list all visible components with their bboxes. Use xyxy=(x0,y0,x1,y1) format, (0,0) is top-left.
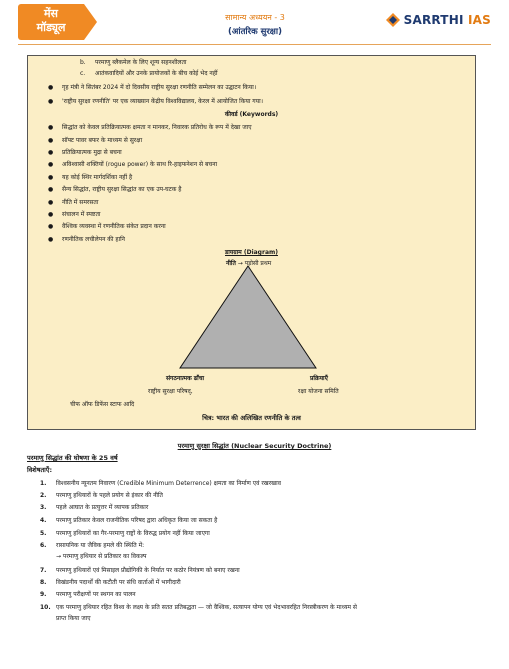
list-item: 9. परमाणु परीक्षणों पर स्थगन का पालन xyxy=(40,591,136,598)
list-item: 2. परमाणु हथियारों के पहले प्रयोग से इंकार की नीति xyxy=(40,492,163,499)
arrow-right-icon: → xyxy=(237,260,243,267)
list-item: 3. पहले आघात के प्रत्युत्तर में व्यापक प्रतिकार xyxy=(40,504,149,511)
topic-label: (आंतरिक सुरक्षा) xyxy=(228,27,282,37)
module-badge-label: मेंस मॉड्यूल xyxy=(36,7,66,34)
header-title-block xyxy=(180,12,330,37)
section-title: परमाणु सुरक्षा सिद्धांत (Nuclear Security Doctrine) xyxy=(177,442,332,450)
list-item: 4. परमाणु प्रतिकार केवल राजनीतिक परिषद द्वारा अधिकृत किया जा सकता है xyxy=(40,517,218,524)
diagram-title: डायग्राम (Diagram) xyxy=(225,249,278,256)
diagram-top-label: नीति → पड़ोसी प्रथम xyxy=(226,260,272,267)
diagram-caption: चित्र: भारत की अलिखित रणनीति के तत्व xyxy=(202,414,301,422)
keyword-item: ● अविश्वासी शक्तियों (rogue power) के साथ रि-हाइफनेशन से बचना xyxy=(48,161,218,168)
diagram-right-label: प्रक्रियाएँ xyxy=(310,375,328,382)
keywords-heading: कीवर्ड (Keywords) xyxy=(224,111,279,118)
diagram-right-note: रक्षा योजना समिति xyxy=(298,388,339,395)
alpha-item: c. आतंकवादियों और उनके प्रायोजकों के बीच कोई भेद नहीं xyxy=(80,70,218,77)
keyword-item: ● सॉफ्ट पावर बफर के माध्यम से सुरक्षा xyxy=(48,137,143,144)
alpha-item: b. परमाणु ब्लैकमेल के लिए शून्य सहनशीलता xyxy=(80,59,187,66)
keyword-item: ● वैश्विक व्यवस्था में रणनीतिक संकेत प्रदान करना xyxy=(48,223,166,230)
diagram-left-note: चीफ ऑफ डिफेंस स्टाफ आदि xyxy=(70,401,135,408)
list-sub-item: → परमाणु हथियार से प्रतिकार का विकल्प xyxy=(56,553,147,560)
logo-text xyxy=(404,13,491,27)
keyword-item: ● यह कोई स्थिर मार्गदर्शिका नहीं है xyxy=(48,174,133,181)
keyword-item: ● सैन्य सिद्धांत, राष्ट्रीय सुरक्षा सिद्धांत का एक उप-घटक है xyxy=(48,186,182,193)
header-divider xyxy=(18,44,491,45)
list-item: 10. एक परमाणु हथियार रहित विश्व के लक्ष्य के प्रति सतत प्रतिबद्धता — जो वैश्विक, सत्यापन योग्य एवं भेदभावरहित निरस्त्रीकरण के माध्यम से प्राप्त किया जाए xyxy=(40,602,480,624)
logo-accent: IAS xyxy=(468,13,491,27)
logo-emblem-icon xyxy=(385,12,401,28)
diagram-left-label: संगठनात्मक ढाँचा xyxy=(166,375,205,382)
list-item: 5. परमाणु हथियारों का गैर-परमाणु राष्ट्रों के विरुद्ध प्रयोग नहीं किया जाएगा xyxy=(40,530,210,537)
brand-logo xyxy=(385,12,491,28)
list-item: 7. परमाणु हथियारों एवं मिसाइल प्रौद्योगिकी के निर्यात पर कठोर नियंत्रण को बनाए रखना xyxy=(40,567,240,574)
module-badge xyxy=(18,4,84,40)
logo-main: SARRTHI xyxy=(403,13,464,27)
subject-label: सामान्य अध्ययन - 3 xyxy=(225,13,285,22)
features-heading: विशेषताएँ: xyxy=(27,466,53,474)
strategy-triangle xyxy=(178,264,318,370)
list-item: 1. विश्वसनीय न्यूनतम निवारण (Credible Minimum Deterrence) क्षमता का निर्माण एवं रखरखाव xyxy=(40,480,281,487)
bullet-item: ● 'राष्ट्रीय सुरक्षा रणनीति' पर एक व्याख्यान केंद्रीय विश्वविद्यालय, केरल में आयोजित किया गया। xyxy=(48,98,263,105)
list-item: 6. रासायनिक या जैविक हमले की स्थिति में: → परमाणु हथियार से प्रतिकार का विकल्प xyxy=(40,540,480,562)
keyword-item: ● नीति में समरसता xyxy=(48,199,99,206)
list-item-continuation: प्राप्त किया जाए xyxy=(56,615,91,622)
keyword-item: ● सिद्धांत को केवल प्रतिक्रियात्मक क्षमता न मानकर, निवारक प्रतिरोध के रूप में देखा जाए xyxy=(48,124,252,131)
keyword-item: ● रणनीतिक लचीलेपन की हानि xyxy=(48,236,126,243)
diagram-left-note: राष्ट्रीय सुरक्षा परिषद्, xyxy=(148,388,193,395)
keyword-item: ● संचालन में स्पष्टता xyxy=(48,211,101,218)
highlight-panel xyxy=(27,55,476,430)
list-item: 8. विखंडनीय पदार्थों की कटौती पर संधि वार्ताओं में भागीदारी xyxy=(40,579,181,586)
keyword-item: ● प्रतिक्रियात्मक मुद्रा से बचना xyxy=(48,149,122,156)
bullet-item: ● गृह मंत्री ने सितंबर 2024 में दो दिवसीय राष्ट्रीय सुरक्षा रणनीति सम्मेलन का उद्घाटन किया। xyxy=(48,84,257,91)
section-subtitle: परमाणु सिद्धांत की घोषणा के 25 वर्ष xyxy=(27,454,118,462)
